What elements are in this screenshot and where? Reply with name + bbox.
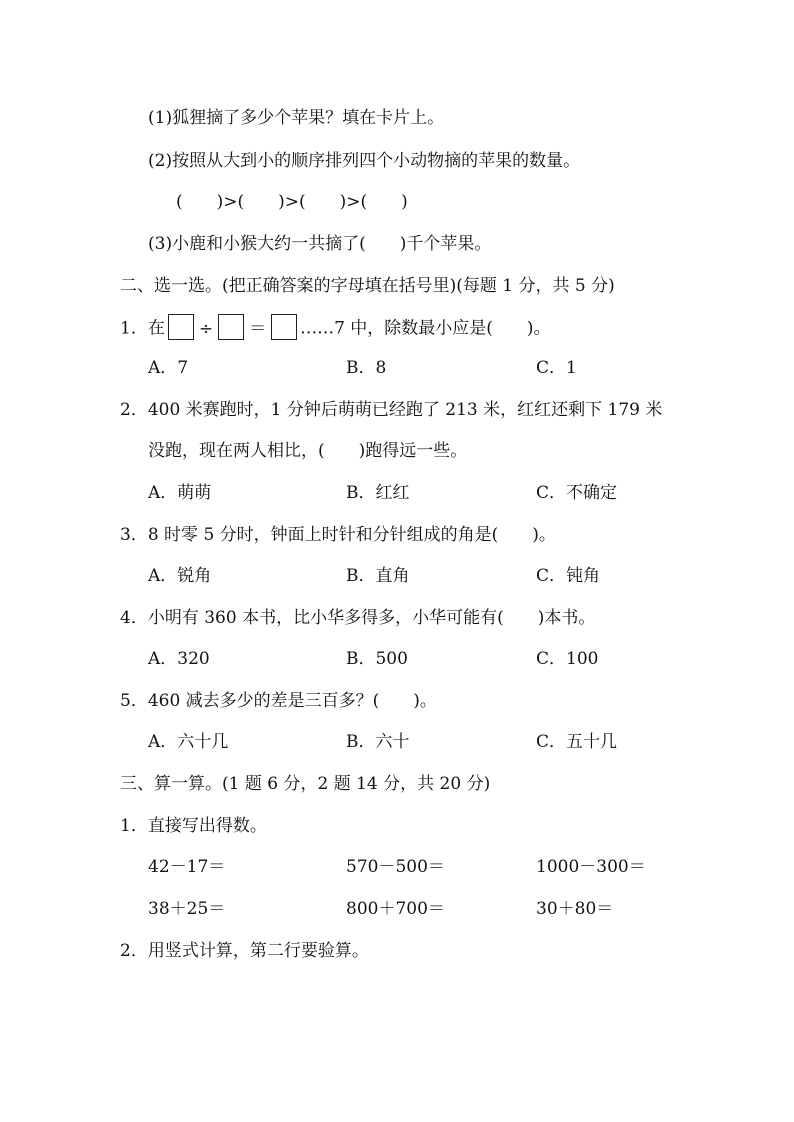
- q4-option-a: A．320: [148, 649, 210, 669]
- calc-item: 800＋700＝: [346, 899, 445, 919]
- calc-item: 30＋80＝: [536, 899, 614, 919]
- choice-question-4: 4．小明有 360 本书，比小华多得多，小华可能有( )本书。: [120, 608, 596, 628]
- choice-question-2-line2: 没跑，现在两人相比，( )跑得远一些。: [148, 441, 468, 461]
- section-2-title: 二、选一选。(把正确答案的字母填在括号里)(每题 1 分，共 5 分): [120, 276, 615, 296]
- q3-option-a: A．锐角: [148, 566, 212, 586]
- divisor-box: [218, 314, 244, 340]
- calc-item: 1000－300＝: [536, 857, 646, 877]
- q1-prefix: 1．在: [120, 318, 165, 339]
- choice-question-2-line1: 2．400 米赛跑时，1 分钟后萌萌已经跑了 213 米，红红还剩下 179 米: [120, 400, 663, 420]
- calc-question-1: 1．直接写出得数。: [120, 816, 267, 836]
- dividend-box: [168, 314, 194, 340]
- q1-option-c: C．1: [536, 358, 577, 378]
- q1-suffix: ……7 中，除数最小应是( )。: [300, 318, 551, 339]
- div-sign: ÷: [198, 318, 214, 339]
- eq-sign: ＝: [249, 318, 267, 339]
- q4-option-b: B．500: [346, 649, 408, 669]
- question-1-1: (1)狐狸摘了多少个苹果？填在卡片上。: [148, 108, 445, 128]
- q1-option-a: A．7: [148, 358, 189, 378]
- section-3-title: 三、算一算。(1 题 6 分，2 题 14 分，共 20 分): [120, 774, 491, 794]
- q5-option-c: C．五十几: [536, 732, 618, 752]
- q5-option-b: B．六十: [346, 732, 410, 752]
- quotient-box: [271, 314, 297, 340]
- choice-question-3: 3．8 时零 5 分时，钟面上时针和分针组成的角是( )。: [120, 525, 556, 545]
- q3-option-c: C．钝角: [536, 566, 601, 586]
- question-1-2: (2)按照从大到小的顺序排列四个小动物摘的苹果的数量。: [148, 151, 581, 171]
- choice-question-1: [120, 316, 551, 342]
- calc-item: 42－17＝: [148, 857, 226, 877]
- q2-option-a: A．萌萌: [148, 483, 212, 503]
- q3-option-b: B．直角: [346, 566, 410, 586]
- question-1-3: (3)小鹿和小猴大约一共摘了( )千个苹果。: [148, 234, 492, 254]
- q1-option-b: B．8: [346, 358, 387, 378]
- calc-item: 38＋25＝: [148, 899, 226, 919]
- calc-question-2: 2．用竖式计算，第二行要验算。: [120, 941, 369, 961]
- q5-option-a: A．六十几: [148, 732, 229, 752]
- ordering-blanks: ( )>( )>( )>( ): [176, 192, 408, 212]
- q2-option-c: C．不确定: [536, 483, 618, 503]
- choice-question-5: 5．460 减去多少的差是三百多？( )。: [120, 691, 437, 711]
- q2-option-b: B．红红: [346, 483, 410, 503]
- q4-option-c: C．100: [536, 649, 599, 669]
- calc-item: 570－500＝: [346, 857, 445, 877]
